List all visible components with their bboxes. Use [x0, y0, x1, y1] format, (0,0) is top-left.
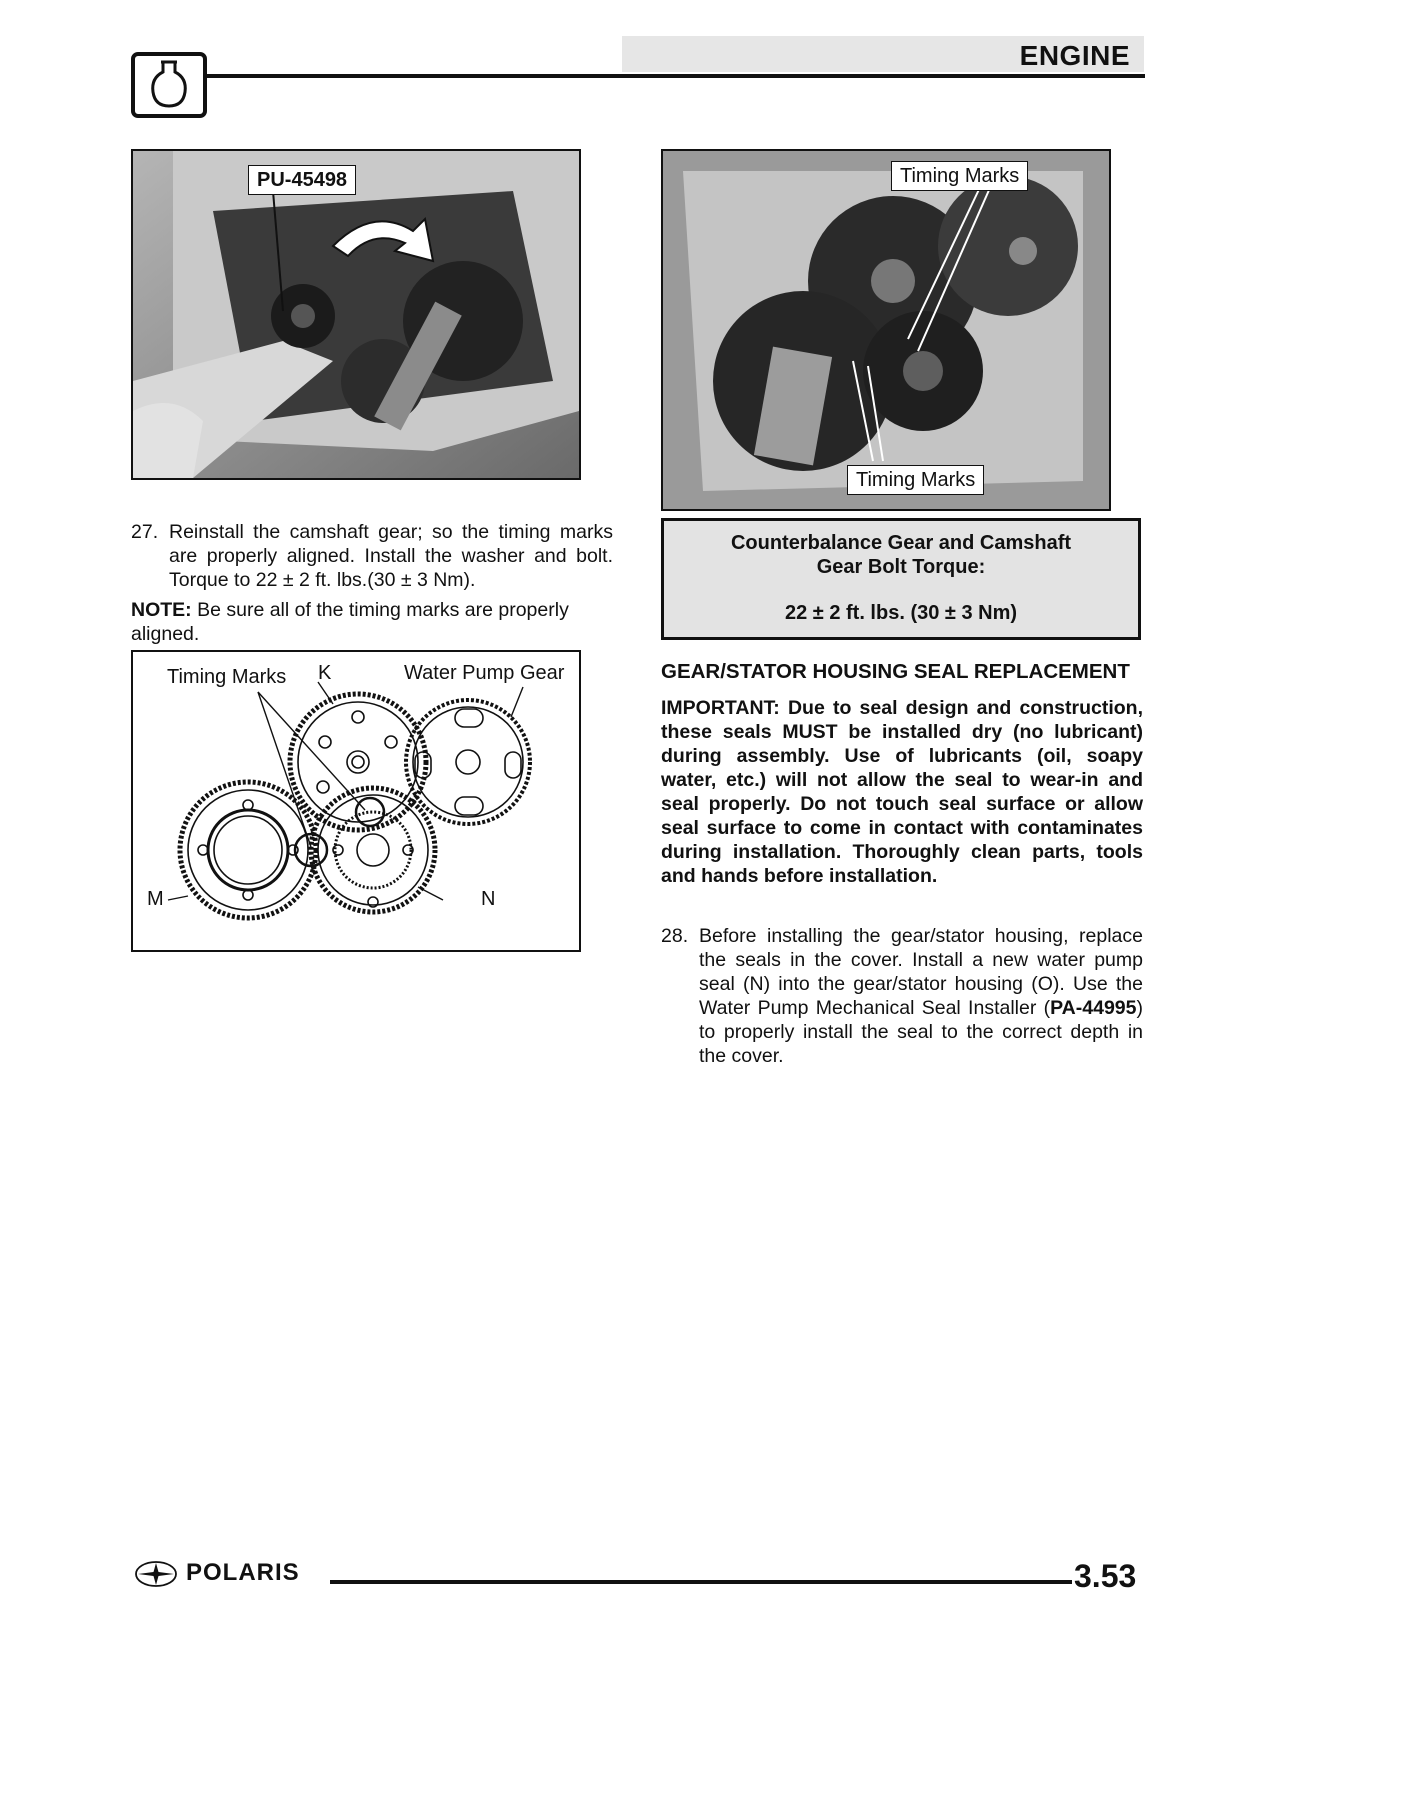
step-text: Reinstall the camshaft gear; so the timing marks are properly aligned. Install the washer and bolt. Torque to 22 ± 2 ft. lbs.(30 ± 3 Nm). — [169, 521, 613, 591]
engine-icon — [135, 56, 203, 114]
footer-brand-wordmark: POLARIS — [186, 1559, 300, 1586]
tool-part-number: PA-44995 — [1050, 997, 1137, 1019]
timing-marks-callout-top: Timing Marks — [891, 161, 1028, 191]
diagram-label-k: K — [318, 662, 332, 684]
note — [131, 598, 613, 646]
header-rule — [205, 74, 1145, 78]
engine-case-photo — [133, 151, 579, 478]
section-heading: GEAR/STATOR HOUSING SEAL REPLACEMENT — [661, 660, 1130, 683]
gear-timing-diagram — [131, 650, 581, 952]
torque-spec-line1: Counterbalance Gear and Camshaft — [730, 532, 1072, 554]
step-number: 27. — [131, 521, 159, 543]
torque-spec-line2: Gear Bolt Torque: — [816, 556, 986, 578]
torque-spec-value: 22 ± 2 ft. lbs. (30 ± 3 Nm) — [784, 602, 1018, 624]
left-column-text — [131, 520, 613, 646]
step-text-b: ) to properly install the seal to the correct depth in the cover. — [699, 997, 1143, 1067]
footer-rule — [330, 1580, 1072, 1584]
diagram-label-timing-marks: Timing Marks — [167, 666, 287, 688]
tool-callout-label: PU-45498 — [248, 165, 356, 195]
gear-train-photo — [663, 151, 1109, 509]
diagram-label-n: N — [481, 888, 496, 910]
important-notice: IMPORTANT: Due to seal design and construction, these seals MUST be installed dry (no lubricant) during assembly. Use of lubricants (oil, soapy water, etc.) will not allow the seal to wear-in and seal properly. Do not touch seal surface or allow seal surface to come in contact with contaminates during installation. Thoroughly clean parts, tools and hands before installation. — [661, 697, 1143, 887]
photo-camshaft-gear-tool — [131, 149, 581, 480]
page-number: 3.53 — [1074, 1558, 1137, 1594]
step-27 — [131, 520, 613, 592]
page-section-title: ENGINE — [1019, 40, 1130, 71]
diagram-label-m: M — [147, 888, 164, 910]
note-label: NOTE: — [131, 599, 192, 621]
torque-spec-box — [661, 518, 1141, 640]
right-column-steps — [661, 924, 1143, 1068]
diagram-label-water-pump-gear: Water Pump Gear — [404, 662, 565, 684]
engine-section-icon — [131, 52, 207, 118]
photo-timing-marks — [661, 149, 1111, 511]
note-text: Be sure all of the timing marks are properly aligned. — [131, 599, 569, 645]
polaris-star-logo — [134, 1560, 178, 1588]
timing-marks-callout-bottom: Timing Marks — [847, 465, 984, 495]
step-text-a: Before installing the gear/stator housing, replace the seals in the cover. Install a new water pump seal (N) into the gear/stator housing (O). Use the Water Pump Mechanical Seal Installer ( — [699, 925, 1143, 1019]
step-number: 28. — [661, 925, 689, 947]
step-28 — [661, 924, 1143, 1068]
gear-diagram-drawing — [133, 652, 579, 950]
star-logo-icon — [134, 1560, 178, 1588]
